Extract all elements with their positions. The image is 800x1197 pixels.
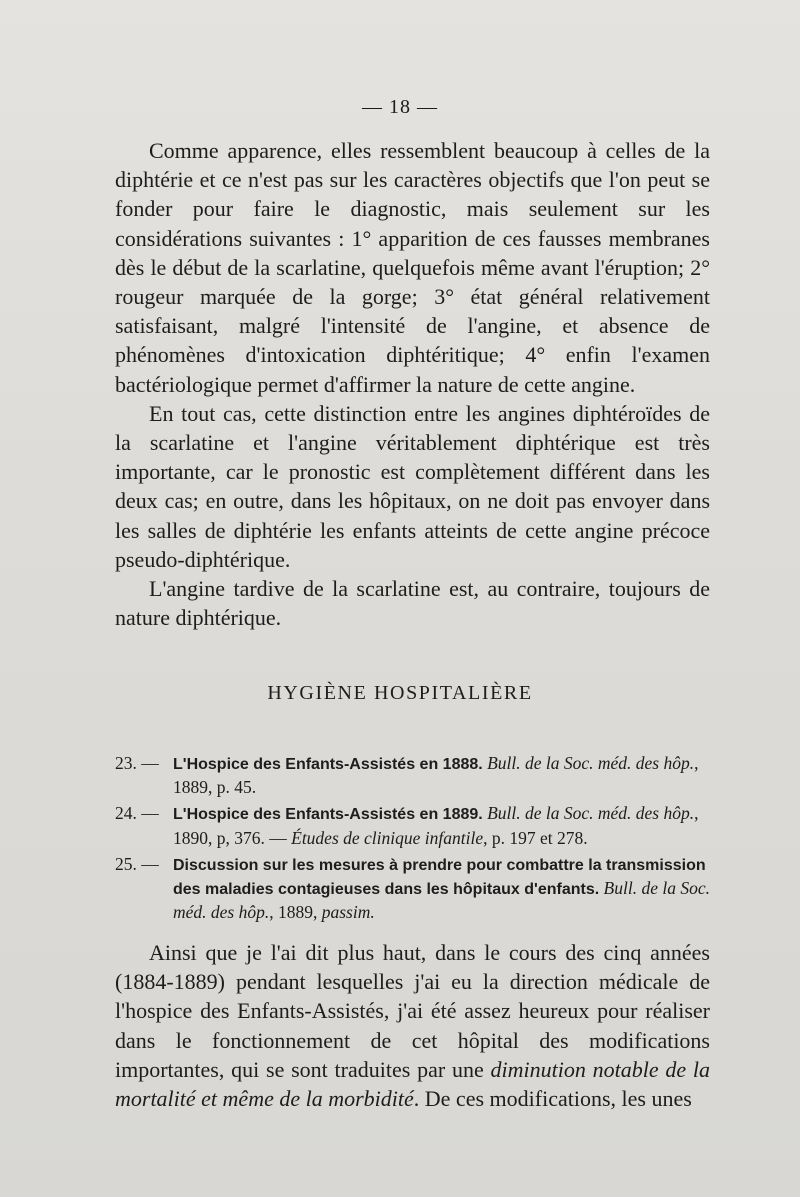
reference-item: [115, 853, 715, 925]
reference-citation: Bull. de la Soc. méd. des hôp.: [173, 878, 710, 923]
reference-item: [115, 752, 715, 799]
reference-citation: Bull. de la Soc. méd. des hôp.: [487, 753, 695, 773]
paragraph: En tout cas, cette distinction entre les angines diphtéroïdes de la scarlatine et l'angine véritablement diphtérique est très importante, car le pronostic est complètement différent dans les deux cas; en outre, dans les hôpitaux, on ne doit pas envoyer dans les salles de diphtérie les enfants atteints de cette angine précoce pseudo-diphtérique.: [115, 400, 710, 572]
closing-text: [115, 938, 710, 1113]
intro-text: [115, 136, 710, 632]
reference-list: [115, 752, 715, 927]
reference-citation: Bull. de la Soc. méd. des hôp.: [487, 803, 695, 824]
reference-item: [115, 802, 715, 849]
reference-details: , 1890, p, 376. —: [173, 803, 699, 848]
reference-title: Discussion sur les mesures à prendre pour combattre la transmission des maladies contagieuses dans les hôpitaux d'enfants.: [173, 856, 706, 899]
reference-number: 25. —: [115, 853, 159, 874]
paragraph: Ainsi que je l'ai dit plus haut, dans le cours des cinq années (1884-1889) pendant lesquelles j'ai eu la direction médicale de l'hospice des Enfants-Assistés, j'ai été assez heureux pour réaliser dans le fonctionnement de cet hôpital des modifications importantes, qui se sont traduites par une diminution notable de la mortalité et même de la morbidité. De ces modifications, les unes: [115, 940, 710, 1112]
reference-text: [173, 853, 715, 925]
page-number: — 18 —: [362, 96, 438, 118]
section-title: HYGIÈNE HOSPITALIÈRE: [267, 682, 533, 704]
reference-details: , 1889, p. 45.: [173, 753, 699, 798]
paragraph: L'angine tardive de la scarlatine est, au contraire, toujours de nature diphtérique.: [115, 576, 710, 631]
emphasis: diminution notable de la mortalité et même de la morbidité: [115, 1056, 710, 1112]
paragraph: Comme apparence, elles ressemblent beaucoup à celles de la diphtérie et ce n'est pas sur les caractères objectifs que l'on peut se fonder pour faire le diagnostic, mais seulement sur les considérations suivantes : 1° apparition de ces fausses membranes dès le début de la scarlatine, quelquefois même avant l'éruption; 2° rougeur marquée de la gorge; 3° état général relativement satisfaisant, malgré l'intensité de l'angine, et absence de phénomènes d'intoxication diphtéritique; 4° enfin l'examen bactériologique permet d'affirmer la nature de cette angine.: [115, 138, 710, 397]
reference-details: , 1889,: [269, 902, 322, 923]
reference-number: 24. —: [115, 803, 159, 824]
reference-extra-title: passim.: [321, 902, 375, 923]
reference-number: 23. —: [115, 753, 159, 773]
reference-text: [173, 752, 715, 799]
reference-extra-details: , p. 197 et 278.: [483, 827, 588, 848]
reference-text: [173, 802, 715, 849]
reference-extra-title: Études de clinique infantile: [291, 827, 484, 848]
reference-title: L'Hospice des Enfants-Assistés en 1888.: [173, 756, 483, 773]
reference-title: L'Hospice des Enfants-Assistés en 1889.: [173, 806, 483, 824]
